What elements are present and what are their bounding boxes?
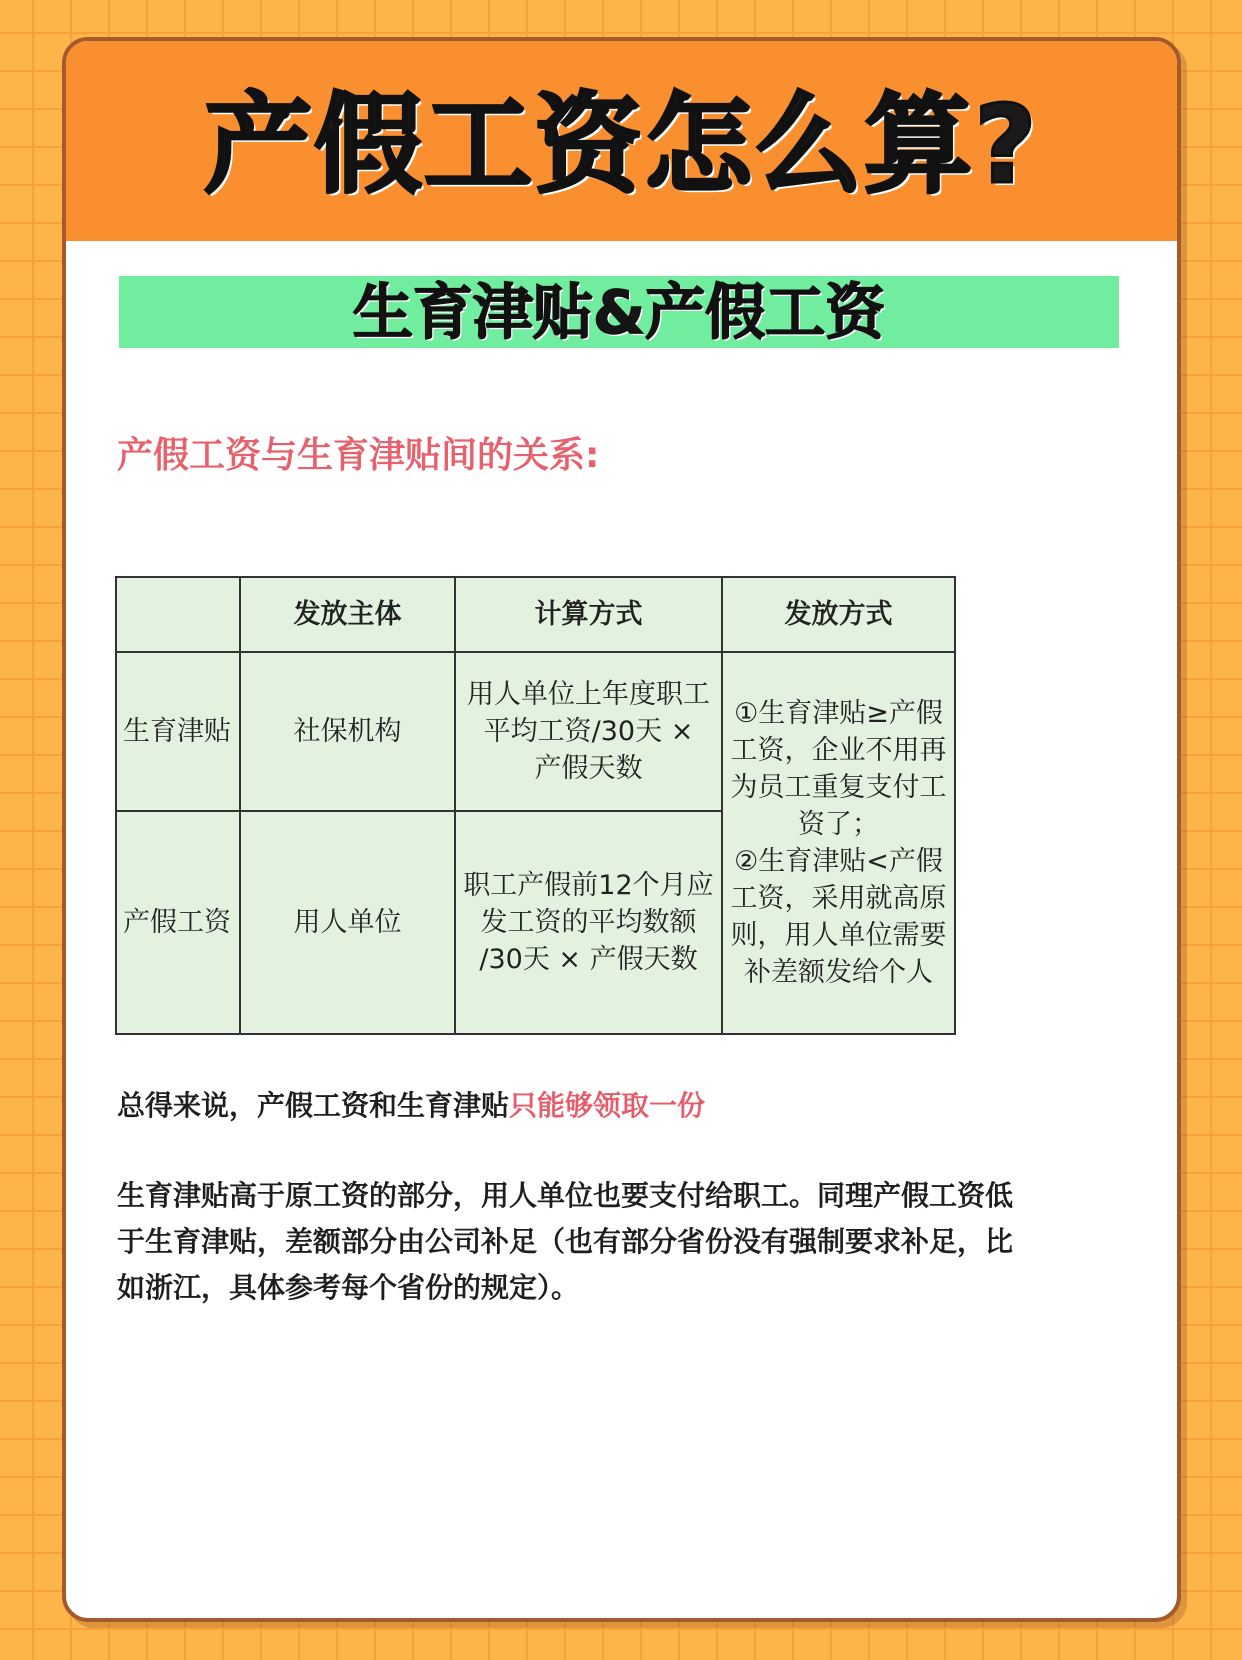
explanation-paragraph: 生育津贴高于原工资的部分，用人单位也要支付给职工。同理产假工资低于生育津贴，差额部分由公司补足（也有部分省份没有强制要求补足，比如浙江，具体参考每个省份的规定）。	[117, 1179, 1014, 1304]
method-cell: 用人单位上年度职工 平均工资/30天 × 产假天数	[455, 652, 722, 811]
subtitle-banner	[119, 276, 1119, 348]
table-header-row	[116, 577, 955, 652]
table-header-cell	[116, 577, 240, 652]
table-header-cell: 计算方式	[455, 577, 722, 652]
content-card	[62, 37, 1181, 1622]
summary-text	[117, 1083, 1017, 1129]
table-header-cell: 发放主体	[240, 577, 455, 652]
header-banner	[66, 41, 1177, 241]
section-heading: 产假工资与生育津贴间的关系:	[117, 435, 600, 476]
issuer-cell: 社保机构	[240, 652, 455, 811]
summary-highlight: 只能够领取一份	[509, 1089, 706, 1122]
table-header-cell: 发放方式	[722, 577, 955, 652]
payout-cell: ①生育津贴≥产假 工资，企业不用再 为员工重复支付工 资了； ②生育津贴<产假 工资，采用就高原 则，用人单位需要 补差额发给个人	[722, 652, 955, 1034]
table-row	[116, 652, 955, 811]
subtitle: 生育津贴&产假工资	[352, 278, 886, 348]
row-label: 生育津贴	[116, 652, 240, 811]
row-label: 产假工资	[116, 811, 240, 1034]
page-title: 产假工资怎么算?	[204, 83, 1039, 208]
comparison-table	[115, 576, 956, 1035]
method-cell: 职工产假前12个月应 发工资的平均数额 /30天 × 产假天数	[455, 811, 722, 1034]
summary-prefix: 总得来说，产假工资和生育津贴	[117, 1089, 510, 1122]
issuer-cell: 用人单位	[240, 811, 455, 1034]
